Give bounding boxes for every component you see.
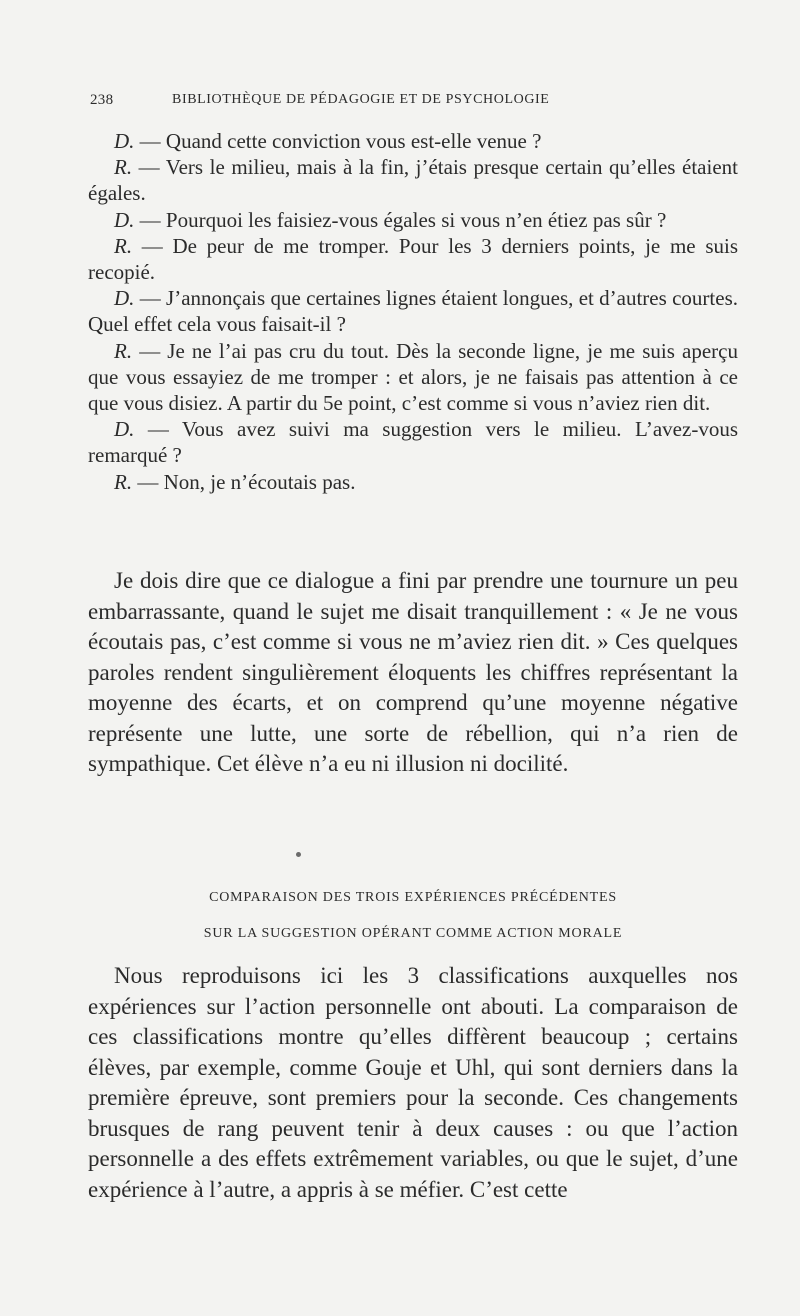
- running-head: [90, 92, 740, 116]
- dialogue-line: [88, 233, 738, 285]
- speaker-label: D.: [114, 286, 135, 311]
- running-head-title: BIBLIOTHÈQUE DE PÉDAGOGIE ET DE PSYCHOLOGIE: [172, 92, 550, 107]
- dialogue-text: — Je ne l’ai pas cru du tout. Dès la seconde ligne, je me suis aperçu que vous essayiez de me tromper : et alors, je ne faisais pas attention à ce que vous disiez. A partir du 5e point, c’est comme si vous n’aviez rien dit.: [88, 338, 738, 416]
- speaker-label: R.: [114, 233, 133, 258]
- dialogue-line: [88, 469, 738, 495]
- ink-speck: [296, 852, 301, 857]
- speaker-label: D.: [114, 417, 135, 442]
- dialogue-text: — J’annonçais que certaines lignes étaient longues, et d’autres courtes. Quel effet cela vous faisait-il ?: [88, 286, 738, 337]
- speaker-label: R.: [114, 469, 133, 494]
- section-heading: [88, 880, 738, 952]
- section-heading-line: SUR LA SUGGESTION OPÉRANT COMME ACTION MORALE: [203, 926, 623, 941]
- dialogue-text: — Vers le milieu, mais à la fin, j’étais presque certain qu’elles étaient égales.: [88, 155, 738, 206]
- body-paragraph: Je dois dire que ce dialogue a fini par prendre une tournure un peu embarrassante, quand le sujet me disait tranquillement : « Je ne vous écoutais pas, c’est comme si vous ne m’aviez rien dit. » Ces quelques paroles rendent singulièrement éloquents les chiffres représentant la moyenne des écarts, et on comprend qu’une moyenne négative représente une lutte, une sorte de rébellion, qui n’a rien de sympathique. Cet élève n’a eu ni illusion ni docilité.: [88, 568, 738, 776]
- dialogue-text: — Non, je n’écoutais pas.: [132, 469, 356, 494]
- dialogue-line: [88, 207, 738, 233]
- dialogue-text: — Pourquoi les faisiez-vous égales si vous n’en étiez pas sûr ?: [134, 207, 667, 232]
- dialogue-text: — Vous avez suivi ma suggestion vers le milieu. L’avez-vous remarqué ?: [88, 417, 738, 468]
- dialogue-text: — Quand cette conviction vous est-elle venue ?: [134, 129, 542, 153]
- section-heading-line: COMPARAISON DES TROIS EXPÉRIENCES PRÉCÉDENTES: [209, 890, 617, 905]
- dialogue-line: [88, 285, 738, 337]
- dialogue-line: [88, 154, 738, 206]
- dialogue-line: [88, 416, 738, 468]
- page-number: 238: [90, 92, 114, 108]
- speaker-label: D.: [114, 129, 135, 153]
- dialogue-text: — De peur de me tromper. Pour les 3 derniers points, je me suis recopié.: [88, 233, 738, 285]
- dialogue-block: [88, 128, 738, 495]
- dialogue-line: [88, 338, 738, 417]
- body-paragraph: Nous reproduisons ici les 3 classifications auxquelles nos expériences sur l’action personnelle ont abouti. La comparaison de ces classifications montre qu’elles diffèrent beaucoup ; certains élèves, par exemple, comme Gouje et Uhl, qui sont derniers dans la première épreuve, sont premiers pour la seconde. Ces changements brusques de rang peuvent tenir à deux causes : ou que l’action personnelle a des effets extrêmement variables, ou que le sujet, d’une expérience à l’autre, a appris à se méfier. C’est cette: [88, 963, 738, 1202]
- dialogue-line: [88, 128, 738, 154]
- speaker-label: R.: [114, 155, 133, 180]
- speaker-label: D.: [114, 207, 135, 232]
- speaker-label: R.: [114, 338, 133, 363]
